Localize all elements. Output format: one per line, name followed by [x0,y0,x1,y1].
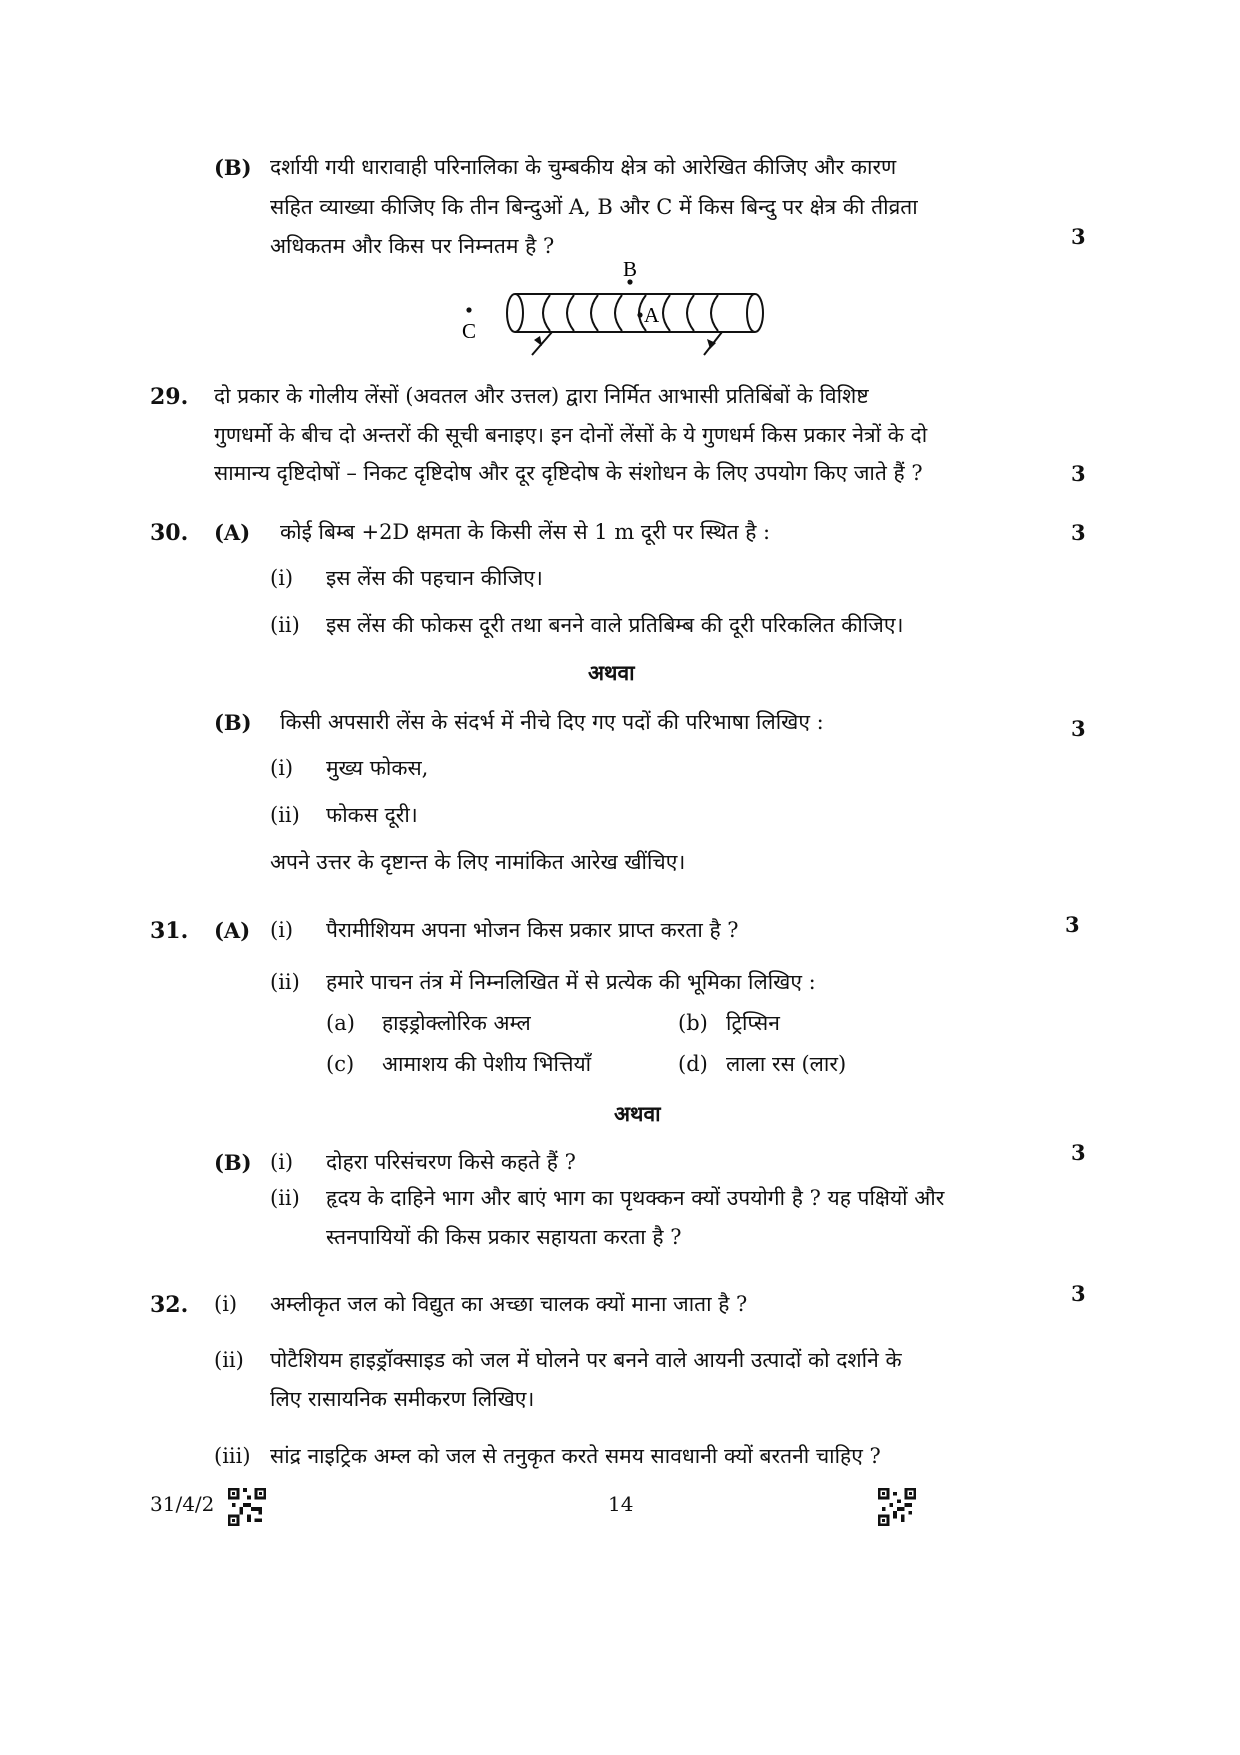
coil-turn [543,295,550,331]
q30-or: अथवा [588,660,635,685]
q31a-label: (A) [214,918,251,943]
q32-ii-line-2: लिए रासायनिक समीकरण लिखिए। [270,1387,535,1411]
q31a-ii-label: (ii) [270,970,300,994]
q30a-ii-text: इस लेंस की फोकस दूरी तथा बनने वाले प्रतिबिम्ब की दूरी परिकलित कीजिए। [326,613,904,637]
coil-turn [567,295,574,331]
q30b-ii-label: (ii) [270,803,300,827]
q31-opt-c-label: (c) [326,1052,355,1076]
q32-i-text: अम्लीकृत जल को विद्युत का अच्छा चालक क्यों माना जाता है ? [270,1292,748,1316]
point-b-label: B [623,257,638,281]
q31b-ii-label: (ii) [270,1186,300,1210]
q31-opt-d-text: लाला रस (लार) [726,1052,847,1076]
footer-qr-code-right [878,1488,916,1526]
q31a-marks: 3 [1065,912,1080,937]
q31-number: 31. [150,918,189,944]
solenoid-diagram [460,255,780,365]
q31b-ii-line-1: हृदय के दाहिने भाग और बाएं भाग का पृथक्कन क्यों उपयोगी है ? यह पक्षियों और [326,1186,945,1210]
lead-wire-in [532,332,552,355]
q32-number: 32. [150,1292,189,1318]
q28b-line-3: अधिकतम और किस पर निम्नतम है ? [270,234,555,258]
q30b-note: अपने उत्तर के दृष्टान्त के लिए नामांकित आरेख खींचिए। [270,850,686,874]
q32-ii-label: (ii) [214,1348,244,1372]
q30b-marks: 3 [1071,716,1086,741]
point-c-dot [466,307,471,312]
q31a-i-label: (i) [270,918,294,942]
q28b-marks: 3 [1071,224,1086,249]
q31-opt-c-text: आमाशय की पेशीय भित्तियाँ [382,1052,592,1076]
coil-turn [615,295,622,331]
footer-page-number: 14 [608,1492,634,1516]
q31a-i-text: पैरामीशियम अपना भोजन किस प्रकार प्राप्त करता है ? [326,918,739,942]
solenoid-left-end [507,294,523,332]
coil-turn [591,295,598,331]
q30a-ii-label: (ii) [270,613,300,637]
q31-opt-a-text: हाइड्रोक्लोरिक अम्ल [382,1011,531,1035]
q30b-i-label: (i) [270,756,294,780]
q31-opt-b-label: (b) [678,1011,708,1035]
q30a-i-label: (i) [270,566,294,590]
point-a-label: A [644,303,660,327]
q28b-line-1: दर्शायी गयी धारावाही परिनालिका के चुम्बकीय क्षेत्र को आरेखित कीजिए और कारण [270,155,897,179]
point-a-dot [637,312,642,317]
q31-or: अथवा [614,1101,661,1126]
q30b-label: (B) [214,710,252,735]
q29-line-2: गुणधर्मो के बीच दो अन्तरों की सूची बनाइए। इन दोनों लेंसों के ये गुणधर्म किस प्रकार नेत्रों के दो [214,423,928,447]
footer-qr-code-left [228,1488,266,1526]
q28b-label: (B) [214,155,252,180]
q30a-label: (A) [214,520,251,545]
q32-ii-line-1: पोटैशियम हाइड्रॉक्साइड को जल में घोलने पर बनने वाले आयनी उत्पादों को दर्शाने के [270,1348,902,1372]
q30b-i-text: मुख्य फोकस, [326,756,429,780]
q31-opt-b-text: ट्रिप्सिन [726,1011,780,1035]
q31b-label: (B) [214,1150,252,1175]
coil-turn [687,295,694,331]
q28b-line-2: सहित व्याख्या कीजिए कि तीन बिन्दुओं A, B और C में किस बिन्दु पर क्षेत्र की तीव्रता [270,195,918,219]
q29-line-3: सामान्य दृष्टिदोषों – निकट दृष्टिदोष और दूर दृष्टिदोष के संशोधन के लिए उपयोग किए जाते हैं ? [214,461,923,485]
q31b-i-label: (i) [270,1150,294,1174]
current-arrow-in [534,336,542,346]
q29-marks: 3 [1071,461,1086,486]
q31b-marks: 3 [1071,1140,1086,1165]
q31b-i-text: दोहरा परिसंचरण किसे कहते हैं ? [326,1150,576,1174]
q30a-marks: 3 [1071,520,1086,545]
q31-opt-d-label: (d) [678,1052,708,1076]
q30a-text: कोई बिम्ब +2D क्षमता के किसी लेंस से 1 m दूरी पर स्थित है : [280,520,771,544]
point-c-label: C [462,319,477,343]
q32-i-label: (i) [214,1292,238,1316]
coil-turn [711,295,718,331]
solenoid-right-end [747,294,763,332]
q32-iii-text: सांद्र नाइट्रिक अम्ल को जल से तनुकृत करते समय सावधानी क्यों बरतनी चाहिए ? [270,1444,881,1468]
q31b-ii-line-2: स्तनपायियों की किस प्रकार सहायता करता है ? [326,1225,682,1249]
q31a-ii-text: हमारे पाचन तंत्र में निम्नलिखित में से प्रत्येक की भूमिका लिखिए : [326,970,816,994]
q31-opt-a-label: (a) [326,1011,355,1035]
q29-number: 29. [150,384,189,410]
q32-marks: 3 [1071,1281,1086,1306]
q30b-ii-text: फोकस दूरी। [326,803,418,827]
coil-turn [663,295,670,331]
q30-number: 30. [150,520,189,546]
q30a-i-text: इस लेंस की पहचान कीजिए। [326,566,543,590]
q29-line-1: दो प्रकार के गोलीय लेंसों (अवतल और उत्तल) द्वारा निर्मित आभासी प्रतिबिंबों के विशिष्ट [214,384,869,408]
q32-iii-label: (iii) [214,1444,251,1468]
footer-paper-code: 31/4/2 [150,1492,215,1516]
q30b-text: किसी अपसारी लेंस के संदर्भ में नीचे दिए गए पदों की परिभाषा लिखिए : [280,710,824,734]
